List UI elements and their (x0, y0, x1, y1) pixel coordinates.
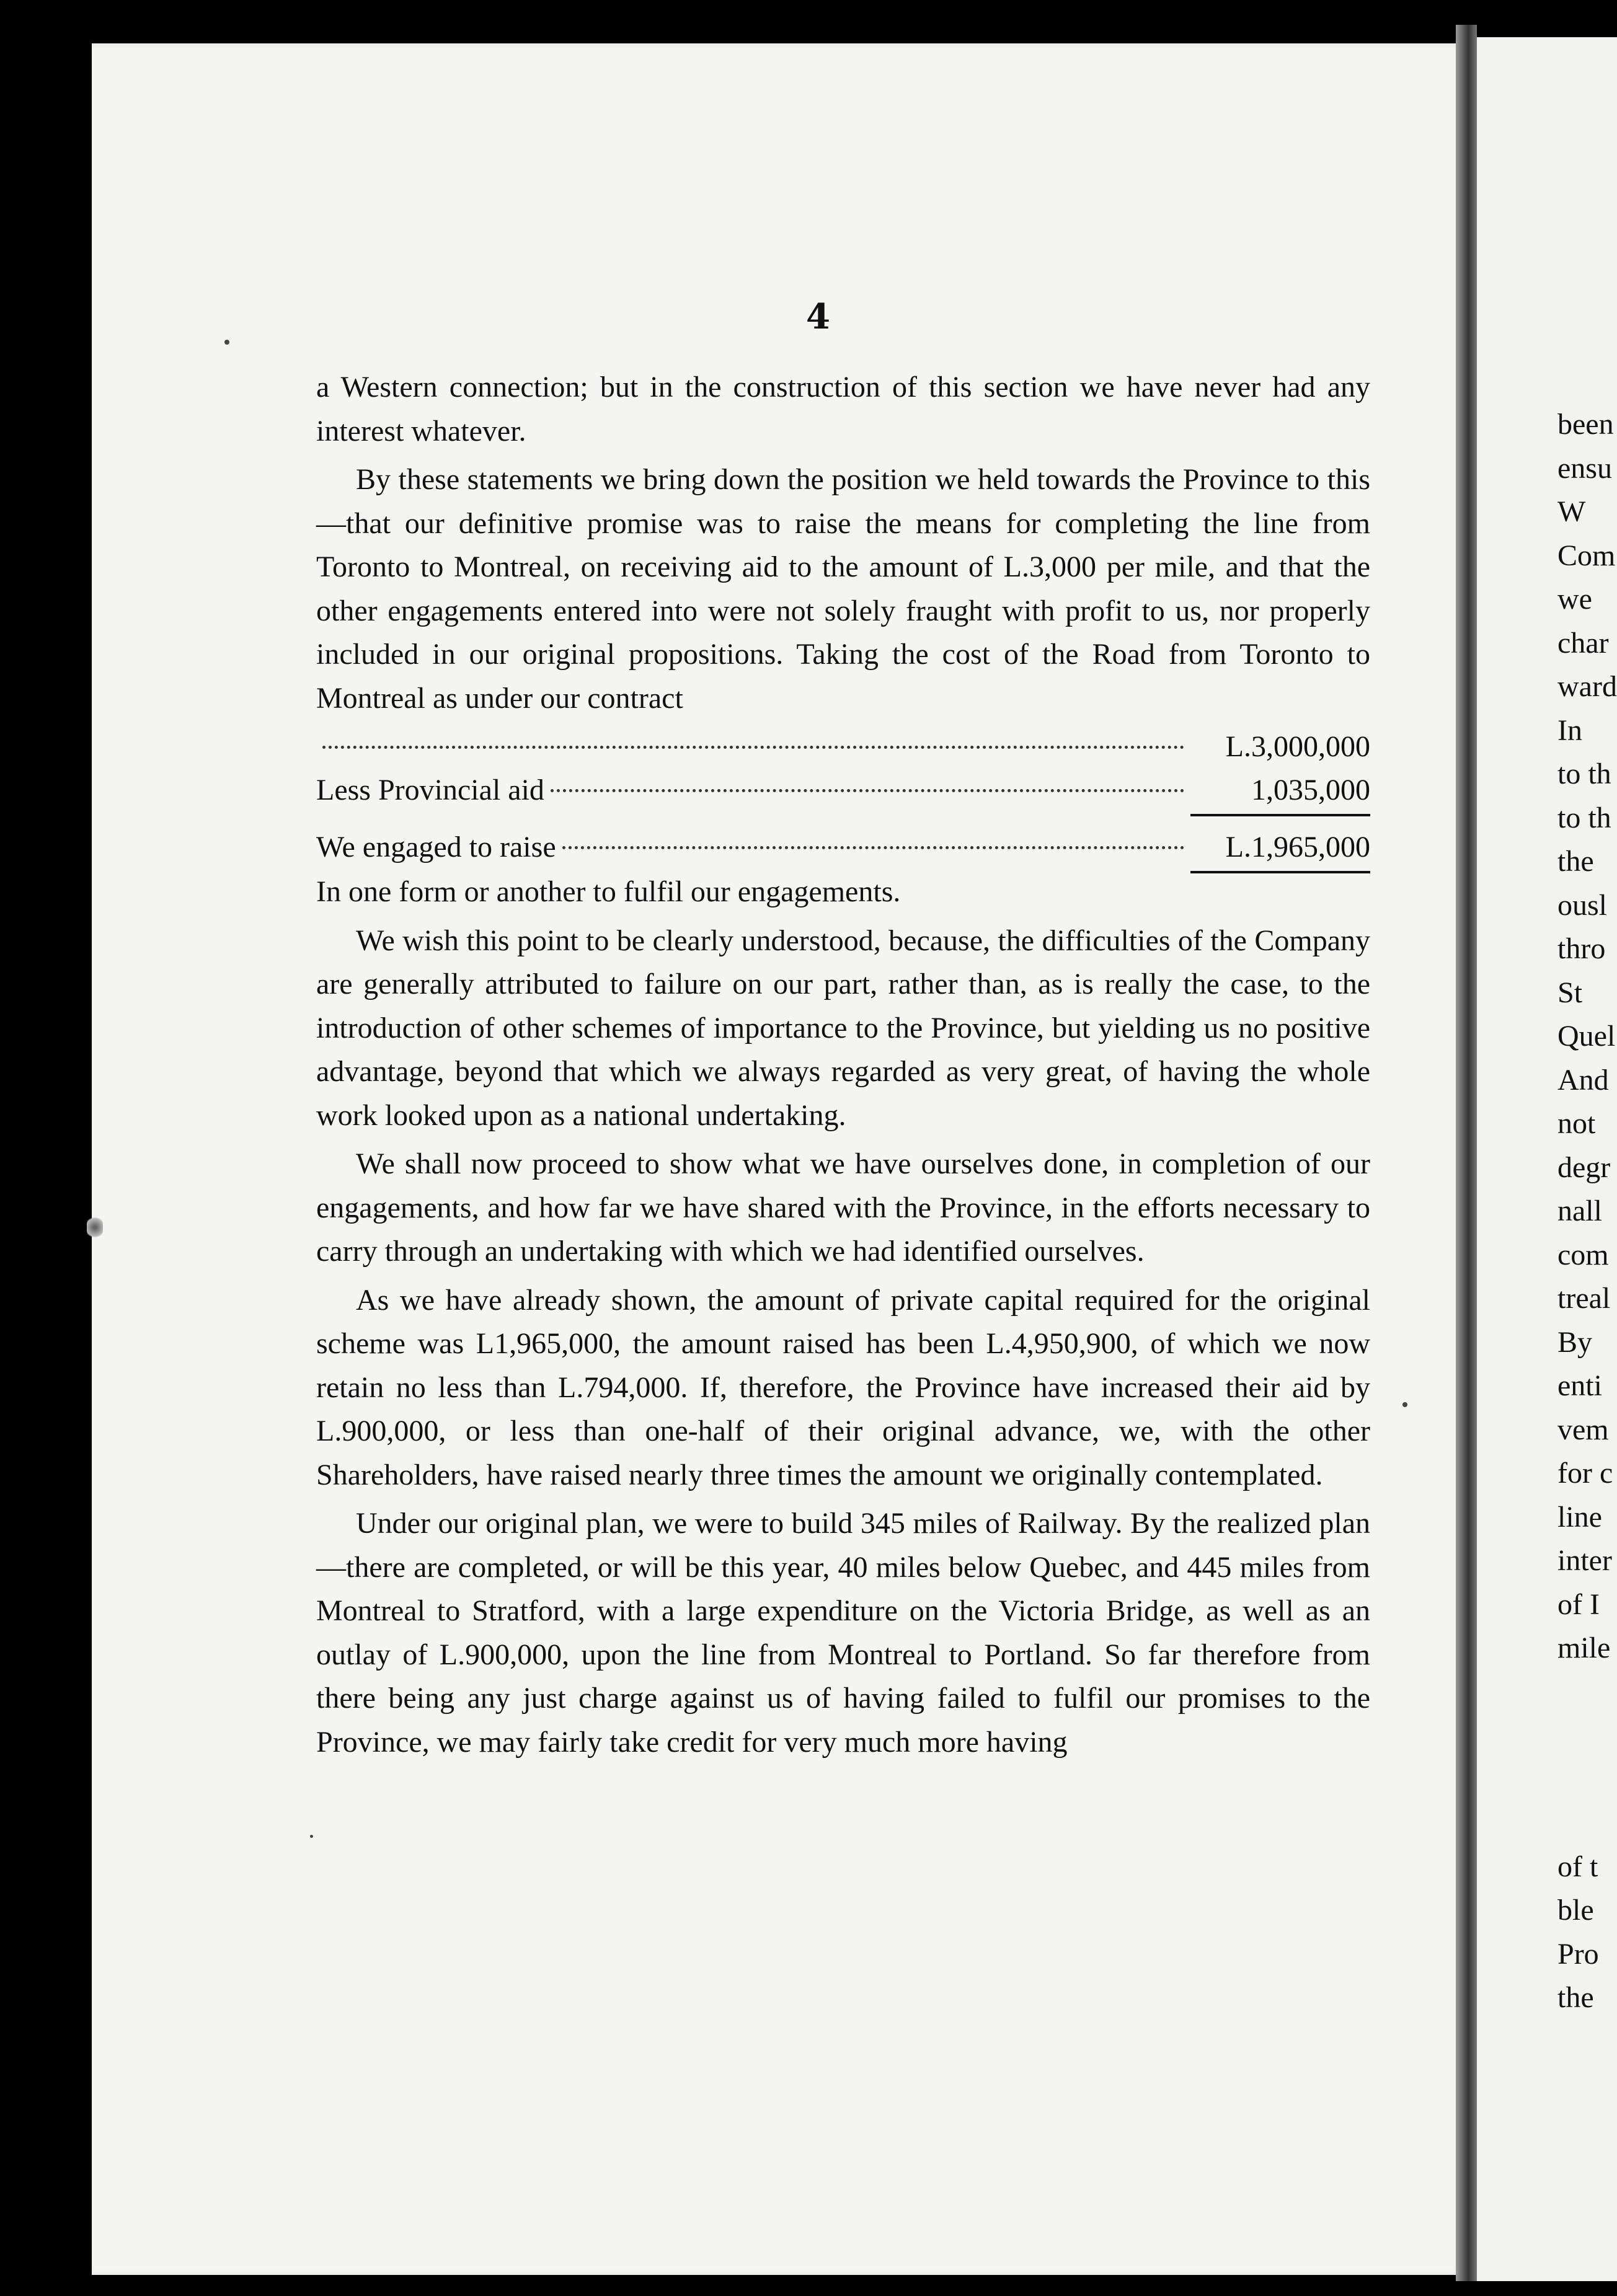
facing-page-fragment: ensu (1557, 451, 1612, 485)
facing-page-fragment: com (1557, 1238, 1609, 1271)
facing-page-fragment: been (1557, 408, 1614, 441)
facing-page-fragment: nall (1557, 1194, 1602, 1227)
facing-page-fragment: char (1557, 626, 1609, 660)
margin-dot (310, 1835, 313, 1838)
facing-page-fragment: thro (1557, 932, 1606, 965)
paragraph-one-form: In one form or another to fulfil our engagements. (316, 875, 901, 908)
facing-page (1477, 37, 1617, 2281)
page-body (316, 366, 1370, 1769)
margin-dot (224, 340, 229, 345)
facing-page-fragment: the (1557, 845, 1594, 878)
dot-leader (551, 789, 1184, 792)
raise-amount: L.1,965,000 (1190, 826, 1370, 873)
raise-label: We engaged to raise (316, 831, 556, 863)
book-gutter (1456, 25, 1477, 2281)
cost-ledger (316, 725, 1370, 869)
ledger-row-contract (316, 725, 1370, 769)
facing-page-fragment: mile (1557, 1631, 1611, 1664)
facing-page-fragment: St (1557, 976, 1583, 1009)
paragraph-proceed: We shall now proceed to show what we have ourselves done, in completion of our engagements, and how far we have shared with the Province, in the efforts necessary to carry through an undertaking with which we had identified ourselves. (316, 1147, 1370, 1268)
facing-page-fragment: for c (1557, 1457, 1613, 1490)
facing-page-fragment: to th (1557, 801, 1611, 834)
facing-page-fragment: of I (1557, 1587, 1600, 1621)
facing-page-fragment: of t (1557, 1850, 1598, 1883)
aid-amount: 1,035,000 (1190, 769, 1370, 816)
ledger-row-raise (316, 826, 1370, 869)
dot-leader (562, 846, 1184, 849)
paragraph-statements: By these statements we bring down the position we held towards the Province to this—that our definitive promise was to raise the means for completing the line from Toronto to Montreal, on receiving aid to the amount of L.3,000 per mile, and that the other engagements entered into were not solely fraught with profit to us, nor properly included in our original propositions. Taking the cost of the Road from Toronto to Montreal as under our contract (316, 463, 1370, 715)
paragraph-private-capital: As we have already shown, the amount of private capital required for the original scheme was L1,965,000, the amount raised has been L.4,950,900, of which we now retain no less than L.794,000. If, therefore, the Province have increased their aid by L.900,000, or less than one-half of their original advance, we, with the other Shareholders, have raised nearly three times the amount we originally contemplated. (316, 1283, 1370, 1491)
facing-page-gap (1557, 1671, 1617, 1845)
facing-page-fragment: In (1557, 713, 1582, 747)
aid-label: Less Provincial aid (316, 774, 544, 806)
facing-page-fragment: Quel (1557, 1020, 1616, 1053)
facing-page-fragment: to th (1557, 757, 1611, 790)
paragraph-clearly-understood: We wish this point to be clearly understood, because, the difficulties of the Company are generally attributed to failure on our part, rather than, as is really the case, to the introduction of other schemes of importance to the Province, but yielding us no positive advantage, beyond that which we always regarded as very great, of having the whole work looked upon as a national undertaking. (316, 924, 1370, 1132)
page-number: 4 (806, 296, 830, 337)
facing-page-fragment: ward (1557, 670, 1617, 703)
facing-page-fragment: not (1557, 1107, 1596, 1140)
margin-dot (1402, 1402, 1407, 1407)
facing-page-fragment: line (1557, 1500, 1602, 1534)
paragraph-original-plan: Under our original plan, we were to build 345 miles of Railway. By the realized plan—there are completed, or will be this year, 40 miles below Quebec, and 445 miles from Montreal to Stratford, with a large expenditure on the Victoria Bridge, as well as an outlay of L.900,000, upon the line from Montreal to Portland. So far therefore from there being any just charge against us of having failed to fulfil our promises to the Province, we may fairly take credit for very much more having (316, 1507, 1370, 1759)
facing-page-fragment: And (1557, 1063, 1609, 1097)
contract-amount: L.3,000,000 (1225, 730, 1370, 763)
ledger-row-aid (316, 769, 1370, 812)
facing-page-fragment: degr (1557, 1150, 1611, 1184)
facing-page-text (1557, 403, 1617, 2020)
paragraph-western-connection: a Western connection; but in the construction of this section we have never had any interest whatever. (316, 371, 1370, 448)
facing-page-fragment: enti (1557, 1369, 1602, 1402)
facing-page-fragment: By (1557, 1325, 1593, 1359)
dot-leader (322, 746, 1184, 749)
margin-smudge (87, 1215, 103, 1240)
facing-page-fragment: ble (1557, 1894, 1594, 1927)
facing-page-fragment: Com (1557, 539, 1616, 572)
facing-page-fragment: Pro (1557, 1937, 1599, 1971)
facing-page-fragment: ousl (1557, 888, 1608, 922)
facing-page-fragment: the (1557, 1981, 1594, 2014)
facing-page-fragment: W (1557, 495, 1586, 528)
facing-page-fragment: inter (1557, 1544, 1612, 1577)
facing-page-fragment: we (1557, 583, 1592, 616)
facing-page-fragment: treal (1557, 1282, 1611, 1315)
facing-page-fragment: vem (1557, 1413, 1609, 1446)
